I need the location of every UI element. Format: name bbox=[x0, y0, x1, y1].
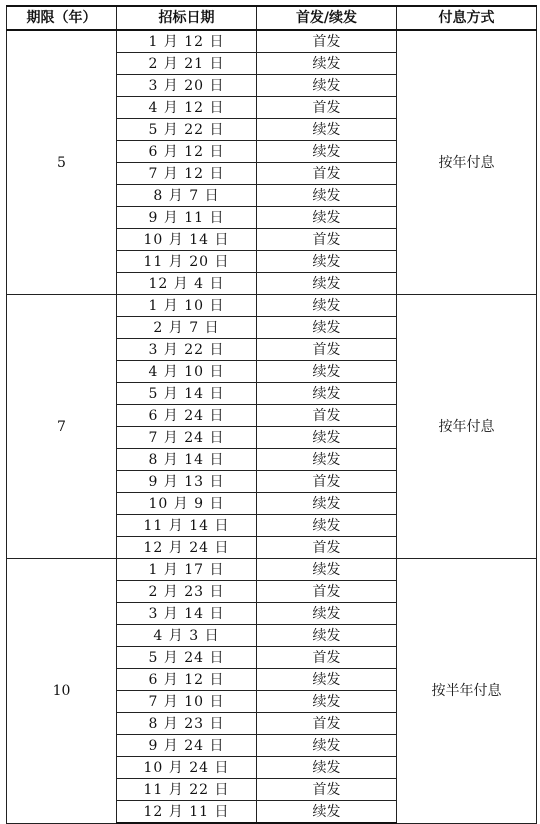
auction-date-cell: 11 月 22 日 bbox=[117, 779, 257, 801]
issue-type-cell: 首发 bbox=[257, 471, 397, 493]
issue-type-cell: 续发 bbox=[257, 449, 397, 471]
auction-date-cell: 9 月 24 日 bbox=[117, 735, 257, 757]
issue-type-cell: 续发 bbox=[257, 185, 397, 207]
issue-type-cell: 续发 bbox=[257, 383, 397, 405]
auction-date-cell: 3 月 22 日 bbox=[117, 339, 257, 361]
header-auction-date: 招标日期 bbox=[117, 6, 257, 30]
bond-schedule-container bbox=[6, 5, 536, 824]
issue-type-cell: 首发 bbox=[257, 537, 397, 559]
issue-type-cell: 续发 bbox=[257, 493, 397, 515]
auction-date-cell: 6 月 24 日 bbox=[117, 405, 257, 427]
issue-type-cell: 续发 bbox=[257, 735, 397, 757]
auction-date-cell: 6 月 12 日 bbox=[117, 141, 257, 163]
header-term: 期限（年） bbox=[7, 6, 117, 30]
term-cell: 5 bbox=[7, 30, 117, 295]
auction-date-cell: 4 月 3 日 bbox=[117, 625, 257, 647]
issue-type-cell: 续发 bbox=[257, 53, 397, 75]
issue-type-cell: 首发 bbox=[257, 581, 397, 603]
issue-type-cell: 首发 bbox=[257, 97, 397, 119]
auction-date-cell: 7 月 12 日 bbox=[117, 163, 257, 185]
auction-date-cell: 2 月 7 日 bbox=[117, 317, 257, 339]
auction-date-cell: 11 月 14 日 bbox=[117, 515, 257, 537]
issue-type-cell: 首发 bbox=[257, 713, 397, 735]
bond-issuance-table bbox=[6, 5, 537, 824]
issue-type-cell: 续发 bbox=[257, 691, 397, 713]
issue-type-cell: 首发 bbox=[257, 405, 397, 427]
auction-date-cell: 5 月 14 日 bbox=[117, 383, 257, 405]
header-row bbox=[7, 6, 537, 30]
auction-date-cell: 8 月 23 日 bbox=[117, 713, 257, 735]
issue-type-cell: 续发 bbox=[257, 251, 397, 273]
issue-type-cell: 续发 bbox=[257, 559, 397, 581]
table-row bbox=[7, 295, 537, 317]
issue-type-cell: 续发 bbox=[257, 427, 397, 449]
auction-date-cell: 7 月 10 日 bbox=[117, 691, 257, 713]
table-row bbox=[7, 559, 537, 581]
issue-type-cell: 续发 bbox=[257, 119, 397, 141]
auction-date-cell: 10 月 24 日 bbox=[117, 757, 257, 779]
auction-date-cell: 4 月 12 日 bbox=[117, 97, 257, 119]
issue-type-cell: 续发 bbox=[257, 603, 397, 625]
issue-type-cell: 首发 bbox=[257, 647, 397, 669]
auction-date-cell: 8 月 7 日 bbox=[117, 185, 257, 207]
header-payment-method: 付息方式 bbox=[397, 6, 537, 30]
auction-date-cell: 2 月 21 日 bbox=[117, 53, 257, 75]
issue-type-cell: 续发 bbox=[257, 295, 397, 317]
issue-type-cell: 续发 bbox=[257, 801, 397, 824]
header-issue-type: 首发/续发 bbox=[257, 6, 397, 30]
auction-date-cell: 2 月 23 日 bbox=[117, 581, 257, 603]
auction-date-cell: 7 月 24 日 bbox=[117, 427, 257, 449]
issue-type-cell: 续发 bbox=[257, 669, 397, 691]
auction-date-cell: 11 月 20 日 bbox=[117, 251, 257, 273]
issue-type-cell: 首发 bbox=[257, 229, 397, 251]
issue-type-cell: 续发 bbox=[257, 207, 397, 229]
auction-date-cell: 12 月 24 日 bbox=[117, 537, 257, 559]
issue-type-cell: 续发 bbox=[257, 273, 397, 295]
issue-type-cell: 首发 bbox=[257, 779, 397, 801]
term-cell: 7 bbox=[7, 295, 117, 559]
auction-date-cell: 1 月 10 日 bbox=[117, 295, 257, 317]
auction-date-cell: 1 月 12 日 bbox=[117, 30, 257, 53]
auction-date-cell: 3 月 14 日 bbox=[117, 603, 257, 625]
auction-date-cell: 10 月 9 日 bbox=[117, 493, 257, 515]
auction-date-cell: 9 月 13 日 bbox=[117, 471, 257, 493]
issue-type-cell: 续发 bbox=[257, 75, 397, 97]
auction-date-cell: 12 月 11 日 bbox=[117, 801, 257, 824]
auction-date-cell: 10 月 14 日 bbox=[117, 229, 257, 251]
payment-method-cell: 按半年付息 bbox=[397, 559, 537, 824]
issue-type-cell: 首发 bbox=[257, 163, 397, 185]
table-header bbox=[7, 6, 537, 30]
auction-date-cell: 3 月 20 日 bbox=[117, 75, 257, 97]
issue-type-cell: 续发 bbox=[257, 515, 397, 537]
auction-date-cell: 6 月 12 日 bbox=[117, 669, 257, 691]
issue-type-cell: 续发 bbox=[257, 625, 397, 647]
auction-date-cell: 4 月 10 日 bbox=[117, 361, 257, 383]
issue-type-cell: 续发 bbox=[257, 141, 397, 163]
auction-date-cell: 8 月 14 日 bbox=[117, 449, 257, 471]
table-body bbox=[7, 30, 537, 823]
auction-date-cell: 9 月 11 日 bbox=[117, 207, 257, 229]
term-cell: 10 bbox=[7, 559, 117, 824]
auction-date-cell: 5 月 22 日 bbox=[117, 119, 257, 141]
table-row bbox=[7, 30, 537, 53]
issue-type-cell: 续发 bbox=[257, 317, 397, 339]
issue-type-cell: 续发 bbox=[257, 361, 397, 383]
auction-date-cell: 1 月 17 日 bbox=[117, 559, 257, 581]
payment-method-cell: 按年付息 bbox=[397, 30, 537, 295]
issue-type-cell: 首发 bbox=[257, 339, 397, 361]
issue-type-cell: 续发 bbox=[257, 757, 397, 779]
payment-method-cell: 按年付息 bbox=[397, 295, 537, 559]
auction-date-cell: 5 月 24 日 bbox=[117, 647, 257, 669]
auction-date-cell: 12 月 4 日 bbox=[117, 273, 257, 295]
issue-type-cell: 首发 bbox=[257, 30, 397, 53]
